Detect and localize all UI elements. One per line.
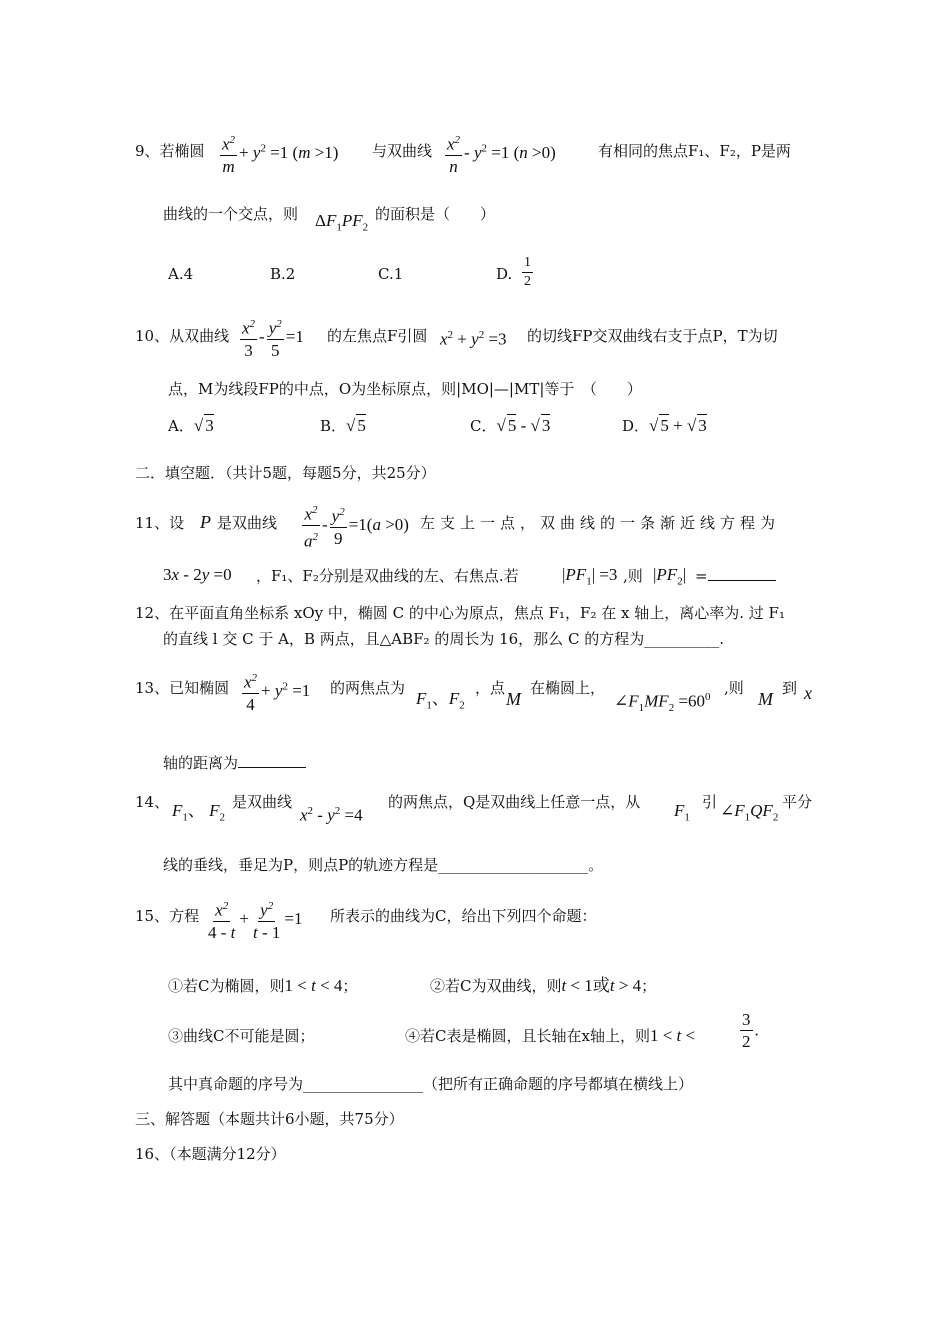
q11-line1a: 11、设 xyxy=(135,514,185,532)
q16-heading: 16、（本题满分12分） xyxy=(135,1145,286,1163)
q13-foci: $F_1$、$F_2$ xyxy=(416,689,465,712)
q11-asymptote: 3x - 2y =0 xyxy=(163,565,232,584)
q10-line1c: 的切线FP交双曲线右支于点P，T为切 xyxy=(527,327,778,345)
q9-hyperbola-eq: $\frac{x^2}{n}$ - $y^2 =1$ (n >0) xyxy=(443,130,556,178)
q14-line1e: 平分 xyxy=(782,793,813,811)
q13-x: x xyxy=(804,683,812,703)
q12-line2: 的直线 l 交 C 于 A，B 两点，且△ABF₂ 的周长为 16，那么 C 的方程为__________. xyxy=(163,630,724,648)
q14-line1a: 14、 xyxy=(135,793,170,811)
q15-prop2: ②若C为双曲线，则t < 1或t > 4； xyxy=(430,976,657,995)
q15-last: 其中真命题的序号为________________（把所有正确命题的序号都填在横线上） xyxy=(168,1075,694,1093)
q11-answer: = xyxy=(695,565,776,587)
q15-prop4-frac: $\frac{3}{2}$ . xyxy=(742,1010,759,1051)
q10-eq: $\frac{x^2}{3}$ - $\frac{y^2}{5}$ =1 xyxy=(238,314,304,362)
q13-m2: M xyxy=(758,689,773,709)
q11-line1c: 左支上一点，双曲线的一条渐近线方程为 xyxy=(420,514,781,532)
q9-tail: 有相同的焦点F₁、F₂，P是两 xyxy=(598,142,791,160)
q15-prop1: ①若C为椭圆，则1 < t < 4； xyxy=(168,976,358,995)
section2-heading: 二．填空题．（共计5题，每题5分，共25分） xyxy=(135,464,436,482)
q13-angle: $\angle F_1MF_2 =60^0$ xyxy=(614,691,711,715)
q9-option-a: A.4 xyxy=(168,265,194,283)
q13-line2: 轴的距离为 xyxy=(163,752,306,774)
q15-line1a: 15、方程 xyxy=(135,907,200,925)
q15-eq: $\frac{x^2}{4 - t}$ + $\frac{y^2}{t - 1}$ =1 xyxy=(204,896,303,944)
q9-option-c: C.1 xyxy=(378,265,404,283)
q9-line2b: 的面积是（ ） xyxy=(375,205,496,223)
q14-angle: $\angle F_1QF_2$ xyxy=(720,801,779,824)
q14-foci: $F_1$、 $F_2$ xyxy=(172,801,226,824)
q9-option-d: D. xyxy=(496,265,513,283)
q10-option-a: A．√ 3 xyxy=(168,416,214,435)
q13-line1d: 在椭圆上， xyxy=(530,679,606,697)
q13-line1f: 到 xyxy=(782,679,798,697)
q13-line1b: 的两焦点为 xyxy=(330,679,406,697)
q9-line1 xyxy=(135,140,205,162)
q14-eq: $x^2 - y^2 =4$ xyxy=(300,805,363,825)
q9-ellipse-eq: $\frac{x^2}{m}$ + $y^2 =1$ (m >1) xyxy=(218,130,338,178)
q11-pf2: $|PF_2|$ xyxy=(653,565,687,588)
q14-line1d: 引 xyxy=(702,793,718,811)
q14-line1b: 是双曲线 xyxy=(232,793,293,811)
q11-line2b: ,则 xyxy=(623,567,643,585)
q9-number: 9、若椭圆 xyxy=(135,142,205,160)
q13-line1a: 13、已知椭圆 xyxy=(135,679,230,697)
q10-option-b: B．√ 5 xyxy=(320,416,366,435)
q15-prop4: ④若C表是椭圆，且长轴在x轴上，则1 < t < xyxy=(405,1026,696,1045)
q9-triangle: $\Delta F_1PF_2$ xyxy=(315,211,369,234)
q9-option-d-frac: $\frac{1}{2}$ xyxy=(524,255,531,289)
q10-option-d: D．√ 5 + √ 3 xyxy=(622,416,707,435)
q14-f1: $F_1$ xyxy=(674,801,690,824)
q13-line1e: ,则 xyxy=(724,679,744,697)
q12-line1: 12、在平面直角坐标系 xOy 中，椭圆 C 的中心为原点，焦点 F₁，F₂ 在 x 轴上，离心率为. 过 F₁ xyxy=(135,604,785,622)
q10-line1a: 10、从双曲线 xyxy=(135,327,230,345)
q10-line2: 点，M为线段FP的中点，O为坐标原点，则|MO|—|MT|等于 （ ） xyxy=(168,380,642,398)
q10-option-c: C．√ 5 - √ 3 xyxy=(470,416,551,435)
q14-line1c: 的两焦点，Q是双曲线上任意一点，从 xyxy=(388,793,641,811)
q11-eq: $\frac{x^2}{a^2}$ - $\frac{y^2}{9}$ =1(a >0) xyxy=(300,500,409,552)
section3-heading: 三、解答题（本题共计6小题，共75分） xyxy=(135,1110,404,1128)
q13-m: M xyxy=(506,689,521,709)
q11-line1b: 是双曲线 xyxy=(217,514,278,532)
q11-line2a: ，F₁、F₂分别是双曲线的左、右焦点.若 xyxy=(256,567,519,585)
q14-line2: 线的垂线，垂足为P，则点P的轨迹方程是____________________。 xyxy=(163,856,604,874)
q15-prop3: ③曲线C不可能是圆； xyxy=(168,1027,315,1045)
q13-line1c: ，点 xyxy=(475,679,506,697)
q9-mid: 与双曲线 xyxy=(372,142,433,160)
q10-line1b: 的左焦点F引圆 xyxy=(327,327,428,345)
q13-eq: $\frac{x^2}{4}$ + $y^2 =1$ xyxy=(240,668,310,716)
q15-line1b: 所表示的曲线为C，给出下列四个命题： xyxy=(330,907,597,925)
q9-option-b: B.2 xyxy=(270,265,296,283)
q10-circle: $x^2 + y^2 =3$ xyxy=(440,329,507,349)
q11-pf1: $|PF_1| =3$ xyxy=(562,565,618,588)
q11-p: P xyxy=(200,512,211,532)
q9-line2a: 曲线的一个交点，则 xyxy=(163,205,299,223)
